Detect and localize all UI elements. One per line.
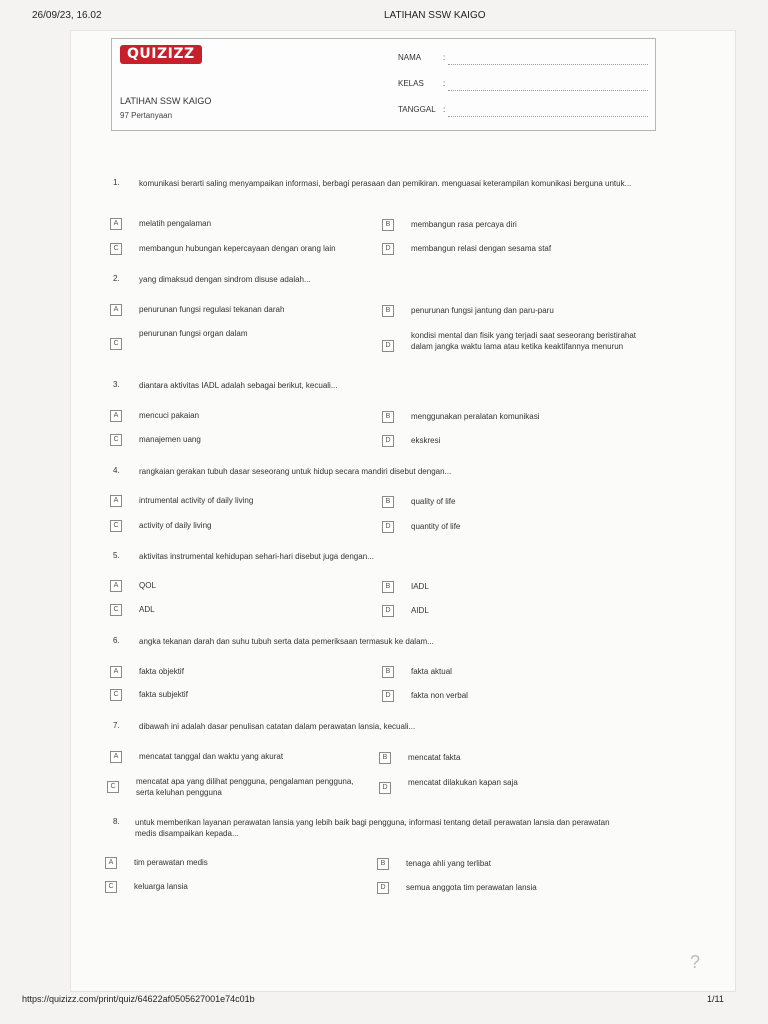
option-text: semua anggota tim perawatan lansia — [406, 883, 537, 892]
option-letter: C — [110, 434, 122, 446]
option-text: penurunan fungsi jantung dan paru-paru — [411, 306, 554, 315]
question-number: 7. — [113, 721, 120, 730]
option-text: fakta objektif — [139, 667, 184, 676]
option-text: manajemen uang — [139, 435, 201, 444]
option-text: AIDL — [411, 606, 429, 615]
option-text: tim perawatan medis — [134, 858, 208, 867]
page-number: 1/11 — [707, 994, 724, 1004]
question-text: untuk memberikan layanan perawatan lansia yang lebih baik bagi pengguna, informasi tentang detail perawatan lansia dan perawatan medis disampaikan kepada... — [135, 818, 610, 838]
option-letter: C — [110, 520, 122, 532]
option-text: fakta subjektif — [139, 690, 188, 699]
option-letter: D — [382, 243, 394, 255]
option-letter: C — [107, 781, 119, 793]
question-number: 2. — [113, 274, 120, 283]
option-text: mencatat apa yang dilihat pengguna, pengalaman pengguna, serta keluhan pengguna — [136, 777, 354, 797]
option-text: mencatat fakta — [408, 753, 461, 762]
option-text: penurunan fungsi organ dalam — [139, 329, 248, 338]
question-count: 97 Pertanyaan — [120, 111, 173, 120]
question-number: 8. — [113, 817, 120, 826]
option-text: membangun rasa percaya diri — [411, 220, 517, 229]
option-letter: B — [382, 305, 394, 317]
field-line — [448, 116, 648, 117]
option-text: mencuci pakaian — [139, 411, 200, 420]
question-text: aktivitas instrumental kehidupan sehari-hari disebut juga dengan... — [139, 552, 374, 561]
field-line — [448, 90, 648, 91]
option-letter: C — [110, 604, 122, 616]
option-letter: A — [110, 410, 122, 422]
option-letter: A — [105, 857, 117, 869]
field-line — [448, 64, 648, 65]
question-number: 4. — [113, 466, 120, 475]
option-text: kondisi mental dan fisik yang terjadi saat seseorang beristirahat dalam jangka waktu lama atau ketika keaktifannya menurun — [411, 331, 637, 351]
question-text: komunikasi berarti saling menyampaikan informasi, berbagi perasaan dan pemikiran. menguasai keterampilan komunikasi berguna untuk... — [139, 179, 632, 188]
question-text: dibawah ini adalah dasar penulisan catatan dalam perawatan lansia, kecuali... — [139, 722, 416, 731]
question-text: rangkaian gerakan tubuh dasar seseorang untuk hidup secara mandiri disebut dengan... — [139, 467, 452, 476]
option-letter: D — [382, 690, 394, 702]
option-text: keluarga lansia — [134, 882, 188, 891]
option-text: membangun hubungan kepercayaan dengan orang lain — [139, 244, 336, 253]
option-text: ADL — [139, 605, 155, 614]
field-label: KELAS — [398, 79, 424, 88]
option-text: ekskresi — [411, 436, 441, 445]
option-text: QOL — [139, 581, 156, 590]
question-number: 1. — [113, 178, 120, 187]
question-number: 6. — [113, 636, 120, 645]
option-letter: B — [382, 411, 394, 423]
question-text: angka tekanan darah dan suhu tubuh serta data pemeriksaan termasuk ke dalam... — [139, 637, 434, 646]
worksheet-page — [70, 30, 736, 992]
option-letter: B — [382, 581, 394, 593]
print-date: 26/09/23, 16.02 — [32, 10, 102, 21]
option-letter: A — [110, 495, 122, 507]
option-letter: B — [379, 752, 391, 764]
option-letter: C — [110, 243, 122, 255]
option-text: mencatat dilakukan kapan saja — [408, 778, 518, 787]
option-text: penurunan fungsi regulasi tekanan darah — [139, 305, 285, 314]
option-letter: D — [377, 882, 389, 894]
option-letter: D — [382, 605, 394, 617]
question-number: 3. — [113, 380, 120, 389]
quiz-info-box — [111, 38, 656, 131]
option-letter: C — [110, 689, 122, 701]
option-letter: B — [382, 219, 394, 231]
field-label: NAMA — [398, 53, 422, 62]
option-letter: B — [382, 666, 394, 678]
field-colon: : — [443, 53, 446, 62]
option-text: membangun relasi dengan sesama staf — [411, 244, 552, 253]
option-letter: D — [382, 435, 394, 447]
field-label: TANGGAL — [398, 105, 436, 114]
option-text: quality of life — [411, 497, 456, 506]
field-colon: : — [443, 79, 446, 88]
option-letter: A — [110, 666, 122, 678]
print-url[interactable]: https://quizizz.com/print/quiz/64622af0505627001e74c01b — [22, 994, 255, 1004]
option-letter: B — [382, 496, 394, 508]
question-text: yang dimaksud dengan sindrom disuse adalah... — [139, 275, 311, 284]
question-number: 5. — [113, 551, 120, 560]
option-letter: D — [382, 521, 394, 533]
quizizz-logo: QUIZIZZ — [120, 45, 202, 64]
option-letter: A — [110, 751, 122, 763]
option-text: IADL — [411, 582, 429, 591]
option-letter: A — [110, 218, 122, 230]
print-title: LATIHAN SSW KAIGO — [384, 10, 486, 21]
option-letter: C — [110, 338, 122, 350]
option-text: tenaga ahli yang terlibat — [406, 859, 491, 868]
option-text: activity of daily living — [139, 521, 212, 530]
option-text: fakta non verbal — [411, 691, 468, 700]
option-text: mencatat tanggal dan waktu yang akurat — [139, 752, 284, 761]
option-letter: A — [110, 580, 122, 592]
quiz-title: LATIHAN SSW KAIGO — [120, 96, 212, 106]
option-text: intrumental activity of daily living — [139, 496, 254, 505]
help-question-icon: ? — [690, 952, 701, 972]
option-text: menggunakan peralatan komunikasi — [411, 412, 540, 421]
option-letter: A — [110, 304, 122, 316]
option-text: fakta aktual — [411, 667, 452, 676]
option-letter: D — [379, 782, 391, 794]
option-text: melatih pengalaman — [139, 219, 212, 228]
option-letter: C — [105, 881, 117, 893]
question-text: diantara aktivitas IADL adalah sebagai berikut, kecuali... — [139, 381, 338, 390]
option-letter: D — [382, 340, 394, 352]
option-letter: B — [377, 858, 389, 870]
field-colon: : — [443, 105, 446, 114]
print-header — [0, 10, 768, 26]
option-text: quantity of life — [411, 522, 461, 531]
